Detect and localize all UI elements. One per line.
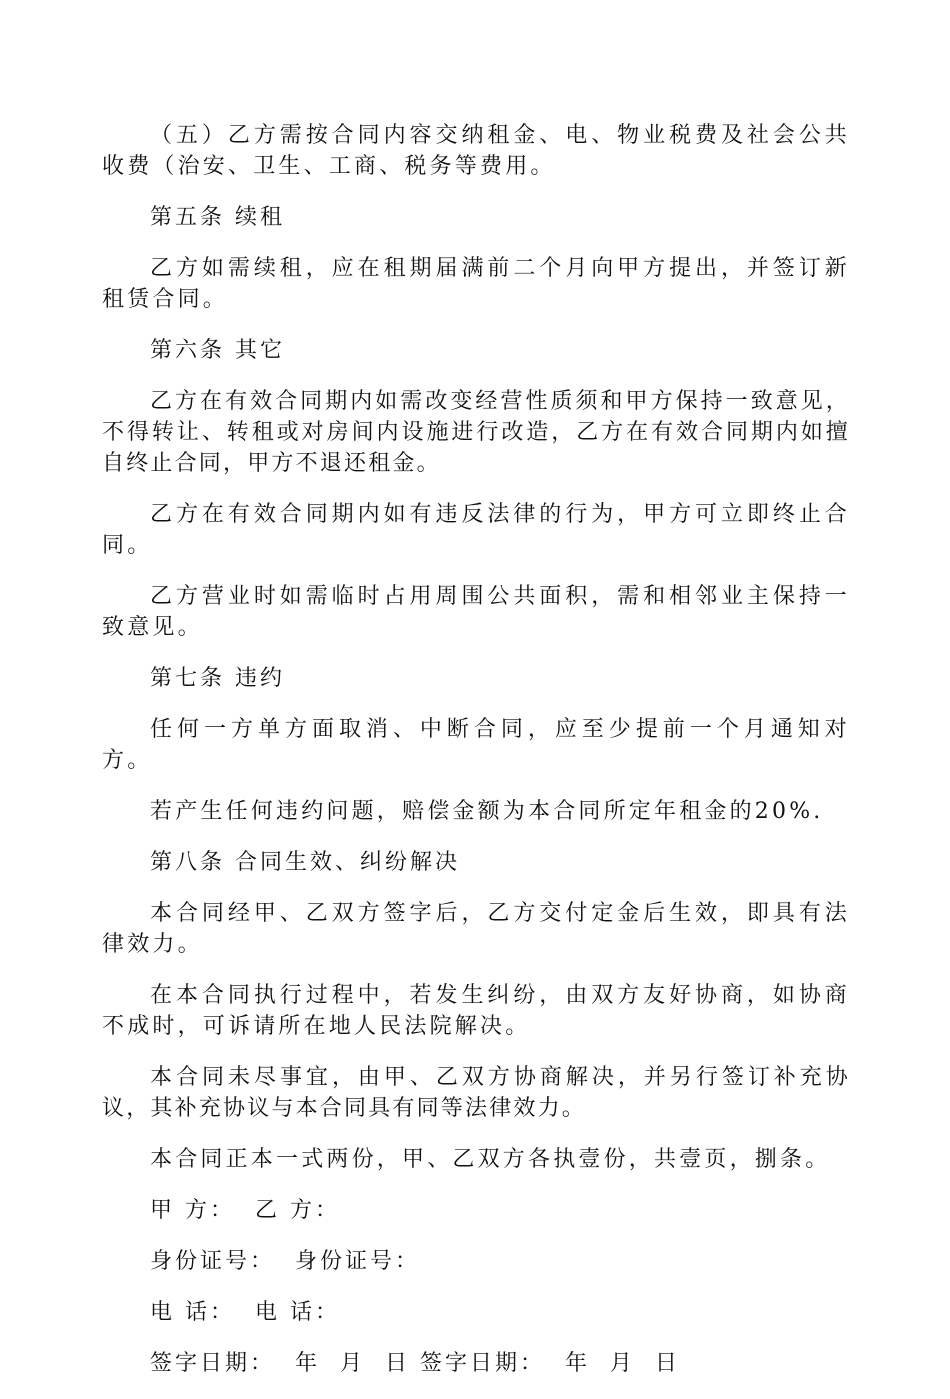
- article-7-heading: 第七条 违约: [150, 666, 285, 691]
- other-paragraph-illegal-acts: 乙方在有效合同期内如有违反法律的行为，甲方可立即终止合同。: [102, 502, 850, 558]
- article-5-heading: 第五条 续租: [150, 205, 285, 230]
- breach-paragraph-compensation: 若产生任何违约问题，赔偿金额为本合同所定年租金的20%.: [150, 799, 824, 824]
- other-paragraph-business-change: 乙方在有效合同期内如需改变经营性质须和甲方保持一致意见，不得转让、转租或对房间内设施进行改造，乙方在有效合同期内如擅自终止合同，甲方不退还租金。: [102, 389, 850, 476]
- dispute-paragraph: 在本合同执行过程中，若发生纠纷，由双方友好协商，如协商不成时，可诉请所在地人民法院解决。: [102, 983, 850, 1039]
- clause-5-item-fees: （五）乙方需按合同内容交纳租金、电、物业税费及社会公共收费（治安、卫生、工商、税务等费用。: [102, 123, 850, 179]
- contract-page: [102, 120, 850, 1399]
- signature-parties-line: 甲 方： 乙 方：: [150, 1198, 340, 1223]
- signature-date-line: 签字日期： 年 月 日 签字日期： 年 月 日: [150, 1351, 680, 1376]
- copies-paragraph: 本合同正本一式两份，甲、乙双方各执壹份，共壹页，捌条。: [150, 1147, 831, 1172]
- supplement-paragraph: 本合同未尽事宜，由甲、乙双方协商解决，并另行签订补充协议，其补充协议与本合同具有同等法律效力。: [102, 1065, 850, 1121]
- article-8-heading: 第八条 合同生效、纠纷解决: [150, 850, 460, 875]
- article-6-heading: 第六条 其它: [150, 338, 285, 363]
- signature-id-line: 身份证号： 身份证号：: [150, 1249, 420, 1274]
- signature-phone-line: 电 话： 电 话：: [150, 1300, 340, 1325]
- effect-paragraph: 本合同经甲、乙双方签字后，乙方交付定金后生效，即具有法律效力。: [102, 901, 850, 957]
- renewal-paragraph: 乙方如需续租，应在租期届满前二个月向甲方提出，并签订新租赁合同。: [102, 256, 850, 312]
- other-paragraph-public-area: 乙方营业时如需临时占用周围公共面积，需和相邻业主保持一致意见。: [102, 584, 850, 640]
- breach-paragraph-notice: 任何一方单方面取消、中断合同，应至少提前一个月通知对方。: [102, 717, 850, 773]
